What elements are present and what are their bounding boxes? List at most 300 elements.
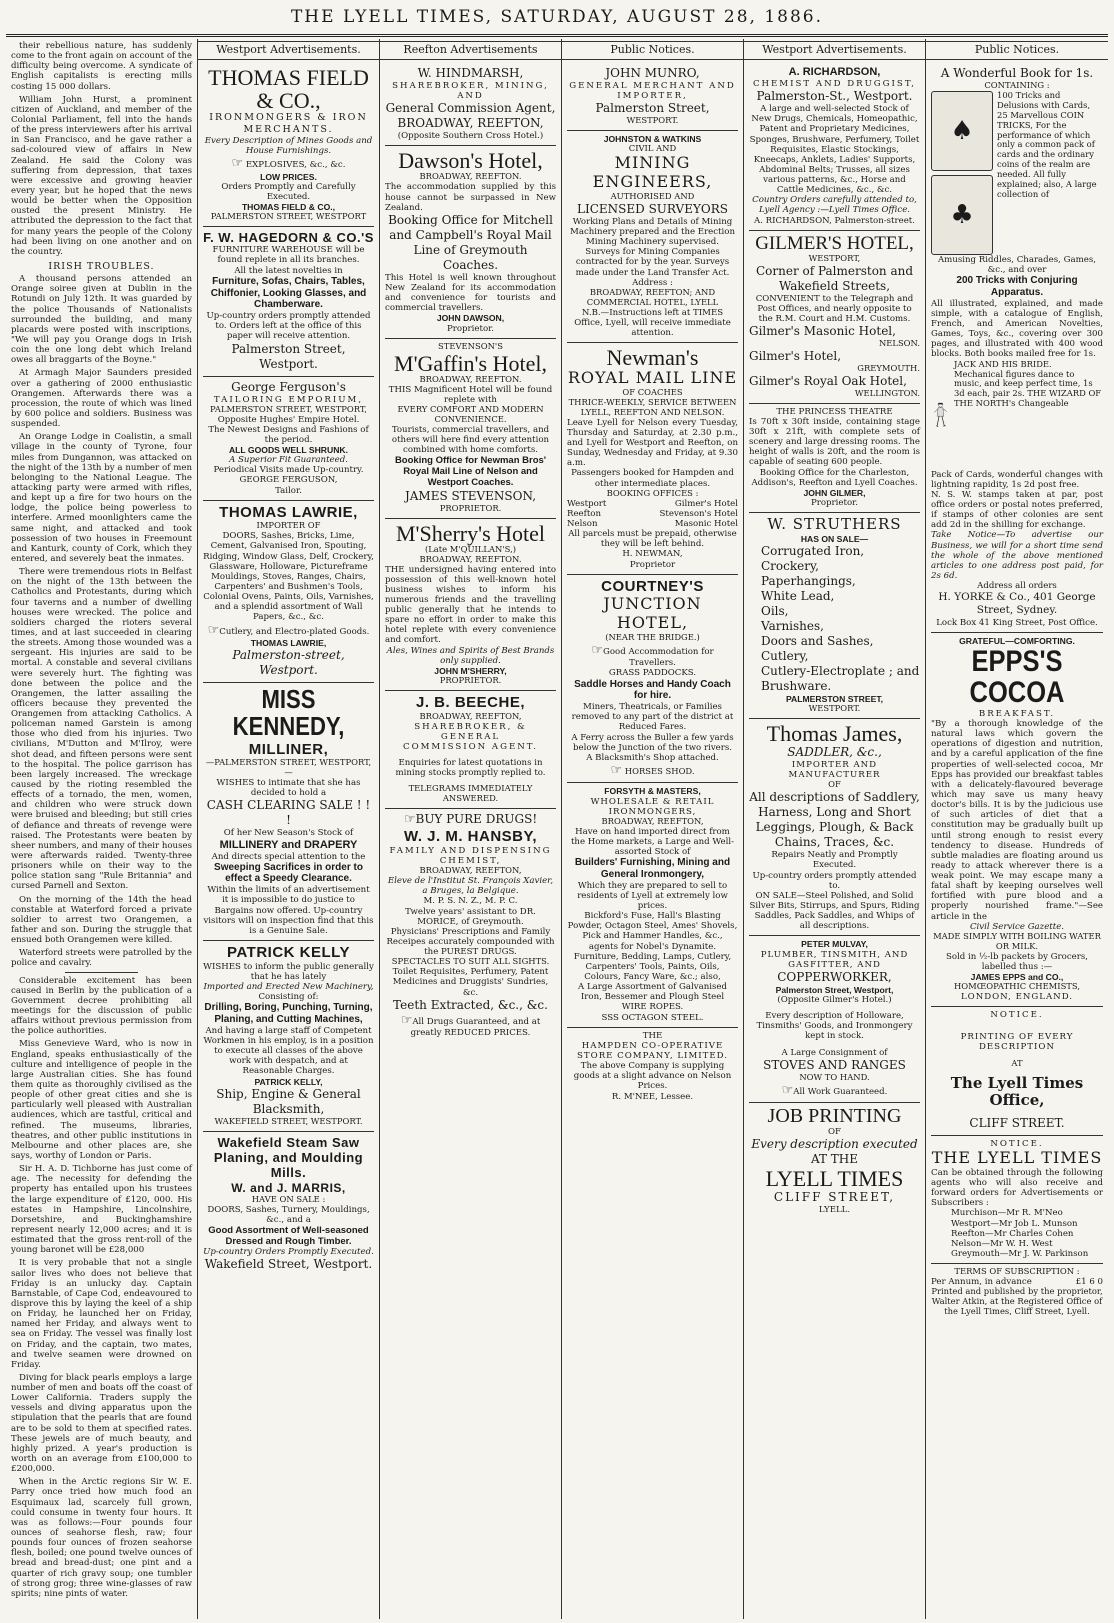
- ad-grass: GRASS PADDOCKS.: [608, 668, 697, 679]
- ad-title: A. RICHARDSON,: [788, 65, 881, 78]
- news-paragraphs-a: [11, 41, 192, 257]
- ad-orders: Up-country orders promptly attended to. Orders left at the office of this paper will receive attention.: [206, 311, 371, 342]
- pointing-hand-icon: ☞: [207, 622, 220, 638]
- ad-agent: General Commission Agent,: [385, 101, 556, 116]
- ad-agents-notice: [931, 1136, 1103, 1264]
- ad-trade: MILLINER,: [248, 740, 329, 758]
- ad-grateful: GRATEFUL—COMFORTING.: [959, 635, 1075, 646]
- ad-desc: A large and well-selected Stock of New Drugs, Chemicals, Homeopathic, Patent and Proprietary Medicines, Sponges, Brushware, Perfumery, Toilet Requisites, Elastic Stockings, Kneecaps, Anklets, Ladies' Supports, Abdominal Belts; Trusses, all sizes various patterns, &c., Horse and Cattle Medicines, &c., &c.: [749, 104, 920, 196]
- ad-desc: WISHES to inform the public generally that he has lately: [203, 961, 374, 982]
- news-paragraph: On the morning of the 14th the head constable at Waterford forced a private soldier to arrest two Orangemen, a father and son. During the struggle that ensued both Orangemen were killed.: [11, 894, 192, 946]
- ad-horses: ☞ HORSES SHOD.: [610, 763, 695, 779]
- ad-desc: THE undersigned having entered into possession of this well-known hotel business wishes to inform his numerous friends and the travelling public generally that he intends to spare no effort in order to make this hotel replete with every convenience and comfort.: [385, 564, 556, 646]
- ad-address: Palmerston-St., Westport.: [756, 89, 913, 104]
- ad-address: LONDON, ENGLAND.: [960, 992, 1074, 1003]
- list-item: Cutlery,: [761, 648, 809, 663]
- ad-signature: R. M'NEE, Lessee.: [611, 1091, 694, 1102]
- ad-title: W. STRUTHERS: [767, 515, 902, 534]
- ad-list: 100 Tricks and Delusions with Cards, 25 Marvellous COIN TRICKS, For the performance of which only a common pack of cards and the ordinary coins of the realm are needed. All fully explained; also, A large collection of: [997, 89, 1097, 199]
- ad-hindmarsh: [385, 63, 556, 146]
- ad-title: W. HINDMARSH,: [417, 65, 524, 80]
- ad-title: PATRICK KELLY: [227, 943, 350, 961]
- gilmer-hotel-row: [749, 374, 920, 399]
- booking-office-row: [567, 509, 738, 519]
- ad-importer: IMPORTER AND MANUFACTURER: [788, 760, 881, 781]
- news-paragraph: An Orange Lodge in Coalistin, a small village in the county of Tyrone, four miles from Dungannon, was attacked on the night of the 13th by a number of men belonging to the National League. The attacking party were armed with rifles, and kept up a fire for two hours on the lodge, the police being powerless to interfere. Armed moonlighters came the same night, and attacked and took possession of two houses in Freemount and Kanturk, county of Cork, which they entered, and severely beat the inmates.: [11, 432, 192, 564]
- ad-thomas-james: [749, 719, 920, 936]
- ad-iron: A Large Assortment of Galvanised Iron, Bessemer and Plough Steel: [578, 982, 727, 1003]
- ad-msherry: [385, 519, 556, 691]
- ad-explosives: ☞ EXPLOSIVES, &c., &c.: [231, 156, 346, 172]
- ad-address: BROADWAY, REEFTON.: [419, 553, 522, 564]
- column-head: Westport Advertisements.: [198, 41, 379, 60]
- divider: [65, 972, 137, 973]
- ad-items: Drilling, Boring, Punching, Turning, Planing, and Cutting Machines,: [204, 1002, 373, 1026]
- ad-johnston-watkins: [567, 131, 738, 343]
- ad-address: PALMERSTON STREET, WESTPORT: [210, 211, 367, 222]
- public-notices-column-2: [926, 39, 1108, 1619]
- ad-wire: WIRE ROPES.: [621, 1002, 684, 1013]
- ad-title: Thomas James,: [766, 721, 903, 747]
- ad-printed: Printed and published by the proprietor, Walter Atkin, at the Registered Office of the Lyell Times, Cliff Street, Lyell.: [931, 1286, 1103, 1317]
- ad-desc: Every description of Holloware, Tinsmiths' Goods, and Ironmongery kept in stock.: [756, 1011, 913, 1042]
- ad-good: ☞Good Accommodation for Travellers.: [591, 642, 714, 669]
- ad-passengers: Passengers booked for Hampden and other intermediate places.: [571, 468, 734, 489]
- ad-title: Wakefield Steam Saw Planing, and Moulding Mills.: [213, 1134, 364, 1181]
- ad-desc: Can be obtained through the following agents who will also receive and forward orders for Advertisements or Subscribers :: [931, 1167, 1103, 1209]
- ad-sale: HAS ON SALE—: [800, 533, 869, 544]
- ad-fit: A Superior Fit Guaranteed.: [229, 455, 348, 466]
- ad-guarantee: ☞All Work Guaranteed.: [781, 1082, 888, 1098]
- ad-desc: CONVENIENT to the Telegraph and Post Offices, and nearly opposite to the R.M. Court and H.M. Customs.: [755, 293, 914, 324]
- ad-items: All descriptions of Saddlery, Harness, Long and Short Leggings, Plough, & Back Chains, Traces, &c.: [749, 790, 920, 850]
- ad-near: (NEAR THE BRIDGE.): [605, 632, 700, 643]
- ad-printing-notice: [931, 1007, 1103, 1136]
- ad-sale: HAVE ON SALE :: [251, 1193, 326, 1204]
- ad-ferry: A Ferry across the Buller a few yards below the Junction of the two rivers.: [571, 732, 734, 753]
- ad-steel: SSS OCTAGON STEEL.: [601, 1012, 704, 1023]
- ad-desc: Have on hand imported direct from the Home markets, a Large and Well-assorted Stock of: [570, 826, 735, 857]
- ad-address: Palmerston Street, Westport,: [775, 984, 894, 995]
- ad-guarantee: ☞All Drugs Guaranteed, and at greatly REDUCED PRICES.: [400, 1012, 541, 1038]
- ad-authorised: AUTHORISED AND: [610, 190, 695, 201]
- ad-visits: Periodical Visits made Up-country.: [213, 465, 364, 476]
- ad-newman: [567, 343, 738, 575]
- ad-signature-role: Proprietor.: [446, 323, 495, 334]
- ad-schedule: Leave Lyell for Nelson every Tuesday, Thursday and Saturday, at 2.30 p.m., and Lyell for Westport and Reefton, on Sunday, Wednesday and Friday, at 9.30 a.m.: [567, 417, 738, 469]
- ad-princess-theatre: [749, 404, 920, 513]
- ad-desc: PRINTING OF EVERY DESCRIPTION: [960, 1032, 1074, 1053]
- hotel-name: Gilmer's Masonic Hotel,: [749, 324, 896, 339]
- ad-address: WAKEFIELD STREET, WESTPORT.: [214, 1115, 363, 1126]
- ad-desc: Is 70ft x 30ft inside, containing stage 30ft x 21ft, with complete sets of scenery and large dressing rooms. The height of walls is 20ft, and the room is capable of seating 600 people.: [749, 416, 920, 468]
- ad-nb: N.B.—Instructions left at TIMES Office, Lyell, will receive immediate attention.: [574, 307, 731, 338]
- ad-enquiries: Enquiries for latest quotations in mining stocks promptly replied to.: [395, 757, 546, 779]
- westport-ads-column-2: [744, 39, 926, 1619]
- hotel-name: Gilmer's Hotel,: [749, 348, 842, 363]
- ad-latest: All the latest novelties in: [234, 265, 343, 276]
- ad-telegrams: TELEGRAMS IMMEDIATELY ANSWERED.: [408, 783, 533, 804]
- ad-importer: IMPORTER OF: [256, 520, 321, 531]
- pointing-hand-icon: ☞: [591, 642, 603, 658]
- list-item: Corrugated Iron,: [761, 543, 865, 558]
- ad-trade: IRONMONGERS & IRON MERCHANTS.: [209, 112, 368, 136]
- list-item: Westport—Mr Job L. Munson: [951, 1218, 1078, 1229]
- ad-of: OF: [827, 1126, 841, 1137]
- ad-signature: A. RICHARDSON, Palmerston-street.: [754, 215, 915, 226]
- ad-forsyth-masters: [567, 783, 738, 1027]
- ad-opposite: (Opposite Southern Cross Hotel.): [397, 131, 544, 142]
- ad-booking-label: BOOKING OFFICES :: [606, 487, 699, 498]
- ad-trade: PLUMBER, TINSMITH, AND GASFITTER, AND: [760, 949, 909, 970]
- news-paragraph: It is very probable that not a single sailor lives who does not believe that Friday is an unlucky day. Captain Barnstable, of Cape Cod, endeavoured to disprove this by laying the keel of a ship on Friday, he launched her on Friday, named her Friday, and always went to sea on Friday. The vessel was finally lost on Friday, and the captain, two mates, and twelve seamen were drowned on Friday.: [11, 1258, 192, 1370]
- ad-shrunk: ALL GOODS WELL SHRUNK.: [228, 445, 349, 456]
- ad-pretitle: STEVENSON'S: [438, 340, 503, 351]
- ad-desc: The accommodation supplied by this house cannot be surpassed in New Zealand.: [385, 182, 556, 213]
- ad-desc: Working Plans and Details of Mining Machinery prepared and the Erection Mining Machinery supervised.: [570, 216, 735, 248]
- ad-teeth: Teeth Extracted, &c., &c.: [393, 997, 548, 1012]
- public-notices-column: [562, 39, 744, 1619]
- ad-fuse: Bickford's Fuse, Hall's Blasting Powder, Octagon Steel, Ames' Shovels, Pick and Hammer Handles, &c., agents for Nobel's Dynamite.: [567, 911, 738, 952]
- ad-miners: Miners, Theatricals, or Families removed to any part of the district at Reduced Fares.: [571, 702, 734, 733]
- news-paragraph: Sir H. A. D. Tichborne has just come of age. The necessity for defending the property has entailed upon his trustees the large expenditure of £120, 000. His estates in Hampshire, Lincolnshire, Dorsetshire, and Buckinghamshire represent nearly 12,000 acres; and it is estimated that the gross rent-roll of the young baronet will be £28,000: [11, 1164, 192, 1256]
- ad-title: MISS KENNEDY,: [232, 684, 345, 742]
- ad-terms: [931, 1264, 1103, 1321]
- ad-consignment: A Large Consignment of: [781, 1047, 888, 1058]
- office-name: Gilmer's Hotel: [674, 498, 738, 509]
- ad-nsw: N. S. W. stamps taken at par, post office orders or postal notes preferred, if stamps of other colonies are sent add 2d in the shilling for exchange.: [931, 489, 1103, 531]
- ad-prescriptions: Physicians' Prescriptions and Family Receipes accurately compounded with the PUREST DRUGS.: [386, 926, 555, 958]
- ad-items: MILLINERY and DRAPERY: [219, 838, 358, 851]
- ad-homeopathic: HOMŒOPATHIC CHEMISTS,: [954, 981, 1080, 992]
- ad-yorke: H. YORKE & Co., 401 George Street, Sydney.: [938, 591, 1096, 617]
- ad-title: THE LYELL TIMES: [931, 1148, 1103, 1168]
- ad-signature-role: PROPRIETOR.: [439, 502, 502, 513]
- ad-title: JOHNSTON & WATKINS: [603, 134, 702, 145]
- ad-address: BROADWAY, REEFTON.: [419, 171, 522, 182]
- jack-section: [931, 360, 1103, 470]
- ad-sold: Sold in ½-lb packets by Grocers, labelled thus :—: [946, 951, 1088, 972]
- ad-title: Newman's: [606, 345, 699, 371]
- ad-eleve: Eleve de l'Institut St. François Xavier, a Bruges, la Belgique.: [387, 876, 554, 897]
- news-paragraph: There were tremendous riots in Belfast on the night of the 13th between the Catholics and Protestants, during which four taverns and a number of dwelling houses were wrecked. The police and soldiers charged the rioters several times, and at last succeeded in clearing the streets. Among those wounded was a sergeant. His injuries are said to be mortal. A constable and several civilians were severely hurt. The fighting was done between the police and the Orangemen, the latter assailing the officers because they prevented the Orangemen from attacking Catholics. A policeman named Garstein is among those who died from his injuries. Two civilians, M'Dutton and M'Ilroy, were shot dead, and fifteen persons were sent to the hospital. The police garrison has been largely increased. The wreckage caused by the rioting resembled the effects of a tornado, the men, women, and children who were struck down were bruised and bleeding; but still cries of defiance and threats of revenge were raised. The Protestants were beaten by sheer numbers, and many of their houses were afterwards raided. Twenty-three prisoners while on their way to the police station sang "Rule Britannia" and cursed Parnell and Sexton.: [11, 567, 192, 892]
- ad-signature: GEORGE FERGUSON,: [239, 475, 338, 486]
- ad-booking: Booking Office for the Charleston, Addison's, Reefton and Lyell Coaches.: [751, 467, 918, 488]
- ad-address: Wakefield Street, Westport.: [204, 1257, 373, 1272]
- list-item: Oils,: [761, 603, 789, 618]
- ad-parcels: All parcels must be prepaid, otherwise they will be left behind.: [568, 529, 737, 550]
- ad-upcountry: Up-country orders promptly attended to.: [752, 870, 917, 891]
- club-card-icon: ♣: [931, 175, 993, 255]
- ad-coaches: OF COACHES: [622, 387, 683, 398]
- ad-struthers: [749, 513, 920, 719]
- list-item: Brushware.: [761, 678, 832, 693]
- ad-trade: Ship, Engine & General Blacksmith,: [216, 1086, 361, 1116]
- playing-cards: [931, 91, 993, 255]
- news-paragraphs-b: [11, 274, 192, 968]
- news-paragraph: William John Hurst, a prominent citizen of Auckland, and member of the Colonial Parliament, fell into the hands of the press interviewers after his arrival in San Francisco, and he gave rather a sad-coloured view of affairs in New Zealand. He said the Colony was suffering from depression, that taxes were excessive and growing heavier every year, but he hoped that the news would be better when the Opposition ousted the present Ministry. He attributed the depression to the fact that for many years the people of the Colony had been living on one another and on the country.: [11, 94, 192, 257]
- ad-times: LYELL TIMES: [765, 1166, 904, 1192]
- ad-town: WESTPORT.: [626, 115, 679, 126]
- ad-comfort: EVERY COMFORT AND MODERN CONVENIENCE.: [397, 403, 544, 424]
- ad-signature: JOHN M'SHERRY,: [434, 665, 507, 676]
- ad-items: Builders' Furnishing, Mining and General Ironmongery,: [574, 857, 731, 880]
- column-head: Westport Advertisements.: [744, 41, 925, 60]
- ad-address: BROADWAY, REEFTON,: [601, 815, 704, 826]
- ad-gilmers: [749, 231, 920, 404]
- ad-desc: "By a thorough knowledge of the natural laws which govern the operations of digestion and nutrition, and by a careful application of the fine properties of well-selected cocoa, Mr Epps has provided our breakfast tables with a delicately-flavoured beverage which may save us many heavy doctor's bills. It is by the judicious use of such articles of diet that a constitution may be gradually built up until strong enough to resist every tendency to disease. Hundreds of subtle maladies are floating around us ready to attack wherever there is a weak point. We may escape many a fatal shaft by keeping ourselves well fortified with pure blood and a properly nourished frame."—See article in the: [931, 718, 1103, 922]
- booking-office-row: [567, 499, 738, 509]
- ad-title: A Wonderful Book for 1s.: [940, 65, 1094, 80]
- ad-buy: ☞BUY PURE DRUGS!: [403, 812, 538, 828]
- ad-notice: Take Notice—To advertise our Business, we will for a short time send the whole of the above mentioned articles to one address post paid, for 2s 6d.: [931, 530, 1103, 581]
- ad-stoves: STOVES AND RANGES: [763, 1057, 906, 1072]
- ad-address: PALMERSTON STREET,: [785, 693, 884, 704]
- ad-signature: THOMAS FIELD & CO.,: [241, 201, 336, 212]
- ad-hand: NOW TO HAND.: [799, 1071, 870, 1082]
- ad-attention: And directs special attention to the: [211, 851, 366, 862]
- ad-prices: LOW PRICES.: [260, 171, 317, 182]
- ad-lawrie: [203, 501, 374, 683]
- ad-gazette: Civil Service Gazette.: [969, 921, 1065, 932]
- ad-200: 200 Tricks with Conjuring Apparatus.: [956, 275, 1078, 298]
- ad-job-printing: [749, 1103, 920, 1219]
- ad-signature-role: PROPRIETOR.: [439, 675, 502, 686]
- ad-title: F. W. HAGEDORN & CO.'S: [203, 229, 374, 245]
- ad-opposite: (Opposite Gilmer's Hotel.): [777, 995, 892, 1005]
- ad-prices: Which they are prepared to sell to residents of Lyell at extremely low prices.: [577, 880, 728, 911]
- ad-of: OF: [828, 779, 841, 790]
- gilmer-hotels-list: [749, 324, 920, 399]
- ad-box: Lock Box 41 King Street, Post Office.: [936, 617, 1098, 628]
- list-item: Doors and Sashes,: [761, 633, 874, 648]
- ad-notice: NOTICE.: [990, 1138, 1044, 1149]
- news-column: [6, 39, 198, 1619]
- ad-thomas-field: [203, 63, 374, 227]
- news-paragraph: their rebellious nature, has suddenly come to the front again on account of the difficulty being overcome. A syndicate of English capitalists is erecting mills costing 15 000 dollars.: [11, 41, 192, 92]
- news-paragraph: A thousand persons attended an Orange soiree given at Dublin in the Rotundi on July 12th. It was guarded by the police Thousands of Nationalists surrounded the building, and many placards were posted with inscriptions, "We will pay you Orange dogs in Irish coin the one long debt which Ireland owes all braggarts of the Boyne.": [11, 274, 192, 366]
- ad-ales: Ales, Wines and Spirits of Best Brands only supplied.: [386, 645, 555, 666]
- office-town: Westport: [567, 498, 607, 509]
- news-paragraph: Considerable excitement has been caused in Berlin by the publication of a Government decree prohibiting all meetings for the discussion of public affairs without previous permission from the police authorities.: [11, 975, 192, 1037]
- ad-signature: THOMAS LAWRIE,: [250, 637, 327, 648]
- ad-notice: NOTICE.: [990, 1010, 1044, 1021]
- list-item: Nelson—Mr W. H. West: [951, 1238, 1053, 1249]
- ad-signature: H. NEWMAN,: [622, 549, 683, 560]
- ad-agent: COMMISSION AGENT.: [403, 741, 538, 752]
- ad-signature: JOHN DAWSON,: [436, 313, 505, 324]
- ad-desc: Every Description of Mines Goods and House Furnishings.: [204, 135, 373, 157]
- ad-surveys: Surveys for Mining Companies contracted for by the year. Surveys made under the Land Transfer Act.: [575, 247, 730, 278]
- ad-sacrifices: Sweeping Sacrifices in order to effect a Speedy Clearance.: [214, 861, 363, 885]
- ad-corner: Corner of Palmerston and Wakefield Streets,: [755, 263, 914, 293]
- pointing-hand-icon: ☞: [400, 1012, 413, 1028]
- ad-address: BROADWAY, REEFTON; AND COMMERCIAL HOTEL, LYELL: [586, 286, 719, 307]
- book-body: [931, 91, 1103, 255]
- ad-trade: WHOLESALE & RETAIL IRONMONGERS,: [590, 796, 715, 817]
- list-item: Murchison—Mr R. M'Neo: [951, 1208, 1063, 1219]
- ad-beeche: [385, 691, 556, 809]
- ad-at: AT: [1011, 1057, 1023, 1068]
- ad-title: GILMER'S HOTEL,: [755, 232, 914, 254]
- ad-ferguson: [203, 377, 374, 501]
- ad-line: ROYAL MAIL LINE: [567, 368, 738, 388]
- terms-price: £1 6 0: [1075, 1277, 1103, 1288]
- list-item: White Lead,: [761, 588, 835, 603]
- ad-weekly: THRICE-WEEKLY, SERVICE BETWEEN LYELL, REEFTON AND NELSON.: [568, 396, 737, 417]
- list-item: Greymouth—Mr J. W. Parkinson: [951, 1249, 1089, 1260]
- ad-desc: DOORS, Sashes, Turnery, Mouldings, &c., and a: [207, 1204, 370, 1225]
- news-paragraphs-c: [11, 976, 192, 1599]
- ad-title: JOHN MUNRO,: [605, 65, 700, 80]
- hotel-town: GREYMOUTH.: [857, 362, 920, 373]
- ad-address: Palmerston Street, Westport.: [231, 341, 346, 371]
- news-paragraph: At Armagh Major Saunders presided over a gathering of 2000 enthusiastic Orangemen. Afterwards there was a procession, the route of which was lined by 600 police and soldiers. Business was suspended.: [11, 368, 192, 430]
- ad-the: THE: [642, 1030, 663, 1041]
- ad-signature: JOHN GILMER,: [803, 487, 866, 498]
- ad-toilet: Toilet Requisites, Perfumery, Patent Medicines and Druggists' Sundries, &c.: [392, 967, 549, 998]
- pointing-hand-icon: ☞: [781, 1082, 794, 1098]
- ad-title: HAMPDEN CO-OPERATIVE STORE COMPANY, LIMITED.: [577, 1040, 728, 1061]
- ad-address: BROADWAY, REEFTON.: [419, 373, 522, 384]
- dancing-figure-icon: [931, 360, 950, 470]
- ad-street: CLIFF STREET,: [773, 1190, 896, 1205]
- column-head: Reefton Advertisements: [380, 41, 561, 60]
- ad-address: —PALMERSTON STREET, WESTPORT,—: [205, 757, 372, 778]
- office-name: Masonic Hotel: [674, 518, 738, 529]
- ad-trade: FAMILY AND DISPENSING CHEMIST,: [389, 846, 552, 867]
- ad-smith: A Blacksmith's Shop attached.: [586, 752, 719, 763]
- ad-desc: FURNITURE WAREHOUSE will be found replete in all its branches.: [212, 245, 365, 266]
- ad-marris: [203, 1132, 374, 1277]
- ad-richardson: [749, 63, 920, 231]
- ad-furniture: Furniture, Bedding, Lamps, Cutlery, Carpenters' Tools, Paints, Oils, Colours, Fancy Ware, &c.; also,: [573, 951, 732, 982]
- ad-trade: SHAREBROKER, MINING, AND: [392, 80, 549, 102]
- ad-cutlery: ☞Cutlery, and Electro-plated Goods.: [207, 622, 370, 638]
- ad-desc: WISHES to intimate that she has decided to hold a: [216, 778, 361, 799]
- ad-hagedorn: [203, 227, 374, 377]
- ad-title: M'Sherry's Hotel: [395, 520, 546, 546]
- list-item: Varnishes,: [761, 618, 824, 633]
- ad-repairs: Repairs Neatly and Promptly Executed.: [771, 850, 898, 871]
- ad-dawson: [385, 146, 556, 338]
- ad-signature: JAMES EPPS and CO.,: [970, 972, 1064, 982]
- list-item: Reefton—Mr Charles Cohen: [951, 1228, 1074, 1239]
- ad-town: LYELL.: [818, 1205, 851, 1216]
- ad-title: THOMAS FIELD & CO.,: [208, 64, 369, 114]
- ad-kennedy: [203, 683, 374, 941]
- ad-address-label: Address all orders: [977, 581, 1057, 592]
- ad-limits: Within the limits of an advertisement it is impossible to do justice to Bargains now offered. Up-country visitors will on inspection find that this is a Genuine Sale.: [203, 885, 374, 936]
- ad-trade: CHEMIST AND DRUGGIST,: [752, 78, 917, 89]
- ad-trade: TAILORING EMPORIUM,: [213, 394, 364, 405]
- ad-amusing: Amusing Riddles, Charades, Games, &c., and over: [937, 254, 1097, 276]
- reefton-ads-column: [380, 39, 562, 1619]
- ad-trade: GENERAL MERCHANT AND IMPORTER,: [569, 80, 736, 102]
- ad-epps-cocoa: [931, 633, 1103, 1008]
- ad-title: Dawson's Hotel,: [398, 148, 543, 174]
- heading-irish-troubles: IRISH TROUBLES.: [48, 260, 155, 272]
- ad-signature-role: Proprietor: [629, 559, 676, 570]
- list-item: Crockery,: [761, 558, 819, 573]
- booking-offices-list: [567, 499, 738, 529]
- ad-address: BROADWAY, REEFTON,: [397, 116, 544, 131]
- jack-text: JACK AND HIS BRIDE. Mechanical figures dance to music, and keep perfect time, 1s 3d each, pair 2s. THE WIZARD OF THE NORTH's Changeable: [953, 358, 1102, 409]
- ad-booking: Booking Office for Mitchell and Campbell's Royal Mail Line of Greymouth Coaches.: [388, 212, 553, 272]
- ad-mps: M. P. S. N. Z., M. P. C.: [423, 896, 518, 907]
- ad-hotel: JUNCTION HOTEL,: [603, 594, 702, 633]
- ad-every: Every description executed: [751, 1137, 918, 1152]
- news-paragraph: Diving for black pearls employs a large number of men and boats off the coast of Lower California. Traders supply the vessels and diving apparatus upon the stipulation that the pearls that are found are to be sold to them at specified rates. These jewels are of much beauty, and highly prized. A year's production is worth on an average from £100,000 to £200,000.: [11, 1372, 192, 1475]
- ad-title: JOB PRINTING: [767, 1104, 902, 1127]
- ad-title: J. B. BEECHE,: [415, 693, 526, 711]
- ad-licensed: LICENSED SURVEYORS: [577, 201, 728, 216]
- ad-courtney: [567, 575, 738, 784]
- ad-title: George Ferguson's: [231, 379, 346, 394]
- ad-signature-role: Tailor.: [275, 485, 302, 496]
- ad-title: COURTNEY'S: [601, 577, 704, 595]
- office-name: Stevenson's Hotel: [659, 508, 738, 519]
- hotel-town: NELSON.: [878, 338, 920, 349]
- ad-title: M'Gaffin's Hotel,: [394, 350, 547, 376]
- ad-booking: Booking Office for Newman Bros' Royal Mail Line of Nelson and Westport Coaches.: [394, 455, 547, 489]
- ad-pack: Pack of Cards, wonderful changes with lightning rapidity, 1s 2d post free.: [931, 469, 1103, 490]
- ad-office: The Lyell Times Office,: [950, 1073, 1084, 1110]
- list-item: Cutlery-Electroplate ; and: [761, 663, 920, 678]
- ad-orders: Up-country Orders Promptly Executed.: [203, 1247, 374, 1258]
- ad-country: Country Orders carefully attended to, Lyell Agency :—Lyell Times Office.: [752, 195, 917, 216]
- ad-staff: And having a large staff of Competent Workmen in his employ, is in a position to execute all classes of the above work with despatch, and at Reasonable Charges.: [203, 1025, 374, 1077]
- ad-title: FORSYTH & MASTERS,: [604, 786, 701, 797]
- ad-address: BROADWAY, REEFTON,: [419, 710, 522, 721]
- ad-mgaffin: [385, 339, 556, 519]
- ad-copper: COPPERWORKER,: [777, 969, 892, 984]
- page-columns: [6, 39, 1108, 1619]
- hotel-town: WELLINGTON.: [854, 387, 920, 398]
- news-paragraph: Miss Genevieve Ward, who is now in England, speaks enthusiastically of the culture and intelligence of people in the large Australian cities. She has found them quite as thoroughly civilised as the people of other great cities and she is particularly well pleased with Australian audiences, which are tastful, critical and refined. The museums, libraries, theatres, and other public institutions in Melbourne and other places are, she says, worthy of London or Paris.: [11, 1039, 192, 1161]
- ad-patrick-kelly: [203, 941, 374, 1132]
- ad-at: AT THE: [810, 1152, 859, 1167]
- ad-munro: [567, 63, 738, 131]
- ad-machinery: Imported and Erected New Machinery,: [203, 981, 374, 992]
- ad-signature-role: Proprietor.: [810, 498, 859, 509]
- ad-address: PALMERSTON STREET, WESTPORT,: [210, 403, 367, 414]
- ad-title: EPPS'S COCOA: [969, 644, 1065, 710]
- ad-stock: Of her New Season's Stock of: [223, 828, 354, 839]
- ad-town: WESTPORT,: [808, 252, 861, 263]
- ad-name: W. and J. MARRIS,: [231, 1180, 346, 1195]
- ad-title: PETER MULVAY,: [801, 939, 868, 950]
- pointing-hand-icon: ☞: [231, 156, 244, 172]
- news-paragraph: When in the Arctic regions Sir W. E. Parry once tried how much food an Esquimaux lad, scarcely full grown, could consume in twenty four hours. It was as follows:—Four pounds four ounces of seahorse flesh, raw; four pounds four ounces of frozen seahorse flesh, boiled; one pound twelve ounces of bread and bread-dust; one pint and a quarter of rich gravy soup; one tumbler of strong grog; three wine-glasses of raw spirits; nine pints of water.: [11, 1477, 192, 1599]
- ad-assistant: Twelve years' assistant to DR. MORICE, of Greymouth.: [405, 906, 536, 927]
- gilmer-hotel-row: [749, 324, 920, 349]
- column-head: Public Notices.: [926, 41, 1108, 60]
- spade-card-icon: ♠: [931, 91, 993, 171]
- ad-opposite: Opposite Hughes' Empire Hotel.: [217, 414, 360, 425]
- ad-orders: Orders Promptly and Carefully Executed.: [221, 181, 356, 202]
- booking-office-row: [567, 519, 738, 529]
- ad-contains: CONTAINING :: [984, 79, 1050, 90]
- ad-title: THE PRINCESS THEATRE: [776, 406, 893, 417]
- ad-made: MADE SIMPLY WITH BOILING WATER OR MILK.: [933, 930, 1101, 951]
- ad-mulvay: [749, 936, 920, 1103]
- ad-mining: MINING ENGINEERS,: [592, 153, 713, 192]
- news-paragraph: Waterford streets were patrolled by the police and cavalry.: [11, 948, 192, 969]
- ad-address: Palmerston Street,: [595, 101, 710, 116]
- ad-town: WESTPORT.: [808, 703, 861, 714]
- column-head: Public Notices.: [562, 41, 743, 60]
